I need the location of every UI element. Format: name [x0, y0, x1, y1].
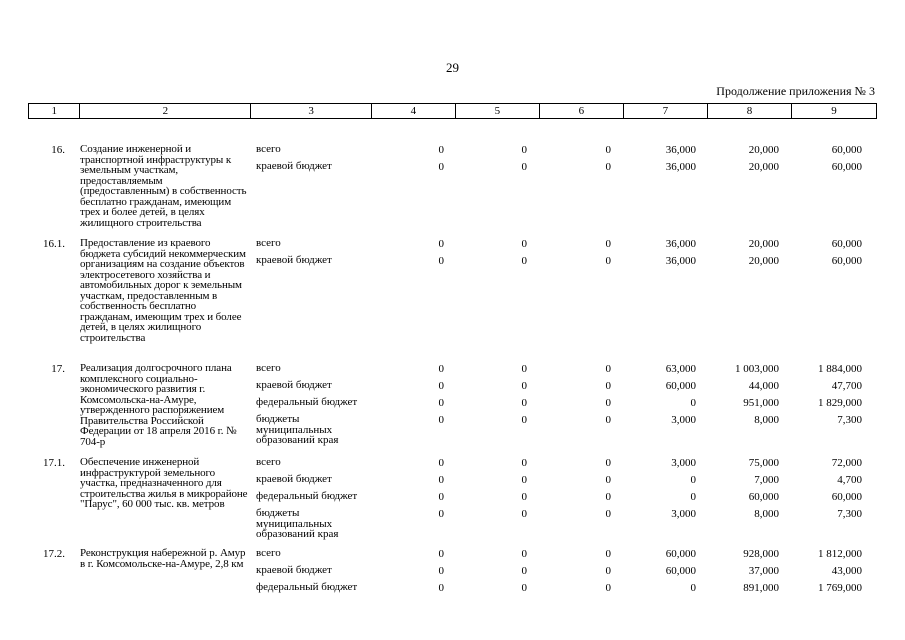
funding-line: [256, 361, 871, 378]
value-col9: 60,000: [831, 255, 862, 267]
funding-source: всего: [256, 456, 281, 468]
value-col8: 8,000: [754, 508, 779, 520]
column-number-header: [28, 103, 877, 119]
value-col9: 72,000: [831, 457, 862, 469]
funding-line: [256, 455, 871, 472]
value-col8: 20,000: [748, 255, 779, 267]
value-col9: 47,700: [831, 380, 862, 392]
row-number: 17.2.: [43, 548, 65, 560]
value-col5: 0: [521, 161, 527, 173]
value-col8: 75,000: [748, 457, 779, 469]
value-col8: 7,000: [754, 474, 779, 486]
page-number: 29: [446, 60, 459, 75]
value-col9: 7,300: [837, 414, 862, 426]
value-col4: 0: [438, 363, 444, 375]
value-col6: 0: [605, 548, 611, 560]
value-col4: 0: [438, 474, 444, 486]
funding-line: [256, 412, 871, 446]
funding-source: федеральный бюджет: [256, 581, 358, 593]
value-col8: 20,000: [748, 144, 779, 156]
value-col5: 0: [521, 582, 527, 594]
value-col7: 60,000: [665, 565, 696, 577]
value-col8: 20,000: [748, 238, 779, 250]
funding-source: бюджеты муниципальных образований края: [256, 507, 339, 540]
value-col5: 0: [521, 457, 527, 469]
value-col7: 60,000: [665, 380, 696, 392]
value-col7: 36,000: [665, 255, 696, 267]
value-col7: 0: [690, 582, 696, 594]
funding-line: [256, 546, 871, 563]
value-col6: 0: [605, 363, 611, 375]
value-col7: 0: [690, 474, 696, 486]
value-col7: 36,000: [665, 238, 696, 250]
value-col5: 0: [521, 238, 527, 250]
value-col5: 0: [521, 548, 527, 560]
funding-source: всего: [256, 237, 281, 249]
funding-line: [256, 159, 871, 176]
value-col4: 0: [438, 565, 444, 577]
header-cell: 7: [623, 104, 707, 119]
value-col8: 60,000: [748, 491, 779, 503]
value-col5: 0: [521, 474, 527, 486]
value-col6: 0: [605, 457, 611, 469]
value-col4: 0: [438, 582, 444, 594]
value-col7: 63,000: [665, 363, 696, 375]
value-col7: 3,000: [671, 508, 696, 520]
value-col6: 0: [605, 380, 611, 392]
value-col8: 1 003,000: [735, 363, 779, 375]
value-col5: 0: [521, 491, 527, 503]
funding-source: всего: [256, 547, 281, 559]
value-col4: 0: [438, 457, 444, 469]
table-row: [28, 361, 877, 455]
header-cell: 5: [455, 104, 539, 119]
funding-line: [256, 142, 871, 159]
funding-source: краевой бюджет: [256, 379, 332, 391]
value-col5: 0: [521, 255, 527, 267]
value-col4: 0: [438, 238, 444, 250]
value-col6: 0: [605, 474, 611, 486]
value-col9: 43,000: [831, 565, 862, 577]
row-description: Обеспечение инженерной инфраструктурой земельного участка, предназначенного для строительства жилья в микрорайоне "Парус", 60 000 тыс. кв. метров: [80, 456, 248, 510]
value-col4: 0: [438, 144, 444, 156]
value-col9: 1 829,000: [818, 397, 862, 409]
value-col6: 0: [605, 238, 611, 250]
value-col4: 0: [438, 161, 444, 173]
row-description: Создание инженерной и транспортной инфраструктуры к земельным участкам, предоставляемым (предоставленным) в собственность бесплатно гражданам, имеющим трех и более детей, в целях жилищного строительства: [80, 143, 247, 229]
value-col4: 0: [438, 414, 444, 426]
value-col6: 0: [605, 397, 611, 409]
value-col4: 0: [438, 508, 444, 520]
funding-source: федеральный бюджет: [256, 490, 358, 502]
row-number: 16.1.: [43, 238, 65, 250]
value-col5: 0: [521, 363, 527, 375]
header-cell: 6: [539, 104, 623, 119]
value-col4: 0: [438, 380, 444, 392]
funding-source: всего: [256, 143, 281, 155]
header-cell: 3: [251, 104, 372, 119]
row-description: Реализация долгосрочного плана комплексного социально-экономического развития г. Комсомольска-на-Амуре, утвержденного распоряжением Правительства Российской Федерации от 18 апреля 2016 г. № 704-р: [80, 362, 237, 448]
value-col9: 1 884,000: [818, 363, 862, 375]
funding-line: [256, 378, 871, 395]
value-col8: 37,000: [748, 565, 779, 577]
funding-source: краевой бюджет: [256, 564, 332, 576]
value-col9: 60,000: [831, 144, 862, 156]
value-col9: 1 769,000: [818, 582, 862, 594]
value-col8: 44,000: [748, 380, 779, 392]
row-description: Реконструкция набережной р. Амур в г. Комсомольске-на-Амуре, 2,8 км: [80, 547, 246, 570]
value-col6: 0: [605, 414, 611, 426]
funding-source: краевой бюджет: [256, 160, 332, 172]
value-col4: 0: [438, 548, 444, 560]
table-row: [28, 455, 877, 546]
value-col5: 0: [521, 144, 527, 156]
value-col9: 60,000: [831, 491, 862, 503]
row-number: 17.1.: [43, 457, 65, 469]
table-row: [28, 546, 877, 598]
value-col7: 60,000: [665, 548, 696, 560]
value-col6: 0: [605, 491, 611, 503]
value-col9: 60,000: [831, 161, 862, 173]
value-col8: 8,000: [754, 414, 779, 426]
header-cell: 1: [29, 104, 80, 119]
row-number: 17.: [51, 363, 65, 375]
value-col8: 928,000: [743, 548, 779, 560]
funding-source: бюджеты муниципальных образований края: [256, 413, 339, 446]
value-col9: 60,000: [831, 238, 862, 250]
funding-source: всего: [256, 362, 281, 374]
value-col5: 0: [521, 565, 527, 577]
value-col6: 0: [605, 255, 611, 267]
row-description: Предоставление из краевого бюджета субсидий некоммерческим организациям на создание объектов электросетевого хозяйства и автомобильных дорог к земельным участкам, предоставленным в собственность бесплатно гражданам, имеющим трех и более детей, в целях жилищного строительства: [80, 237, 246, 344]
continuation-label: Продолжение приложения № 3: [716, 84, 875, 98]
value-col6: 0: [605, 508, 611, 520]
header-cell: 2: [80, 104, 251, 119]
funding-line: [256, 563, 871, 580]
value-col7: 0: [690, 491, 696, 503]
value-col6: 0: [605, 161, 611, 173]
table-row: [28, 142, 877, 236]
funding-source: краевой бюджет: [256, 254, 332, 266]
value-col7: 3,000: [671, 457, 696, 469]
value-col5: 0: [521, 414, 527, 426]
table-body: [28, 142, 877, 598]
funding-line: [256, 395, 871, 412]
value-col8: 891,000: [743, 582, 779, 594]
funding-line: [256, 236, 871, 253]
value-col5: 0: [521, 380, 527, 392]
value-col5: 0: [521, 397, 527, 409]
header-cell: 9: [791, 104, 876, 119]
value-col7: 36,000: [665, 144, 696, 156]
value-col6: 0: [605, 144, 611, 156]
value-col8: 951,000: [743, 397, 779, 409]
value-col5: 0: [521, 508, 527, 520]
value-col9: 7,300: [837, 508, 862, 520]
table-row: [28, 236, 877, 361]
value-col7: 0: [690, 397, 696, 409]
header-cell: 4: [371, 104, 455, 119]
funding-line: [256, 506, 871, 540]
header-cell: 8: [707, 104, 791, 119]
funding-line: [256, 253, 871, 270]
value-col6: 0: [605, 582, 611, 594]
value-col8: 20,000: [748, 161, 779, 173]
value-col4: 0: [438, 397, 444, 409]
funding-source: краевой бюджет: [256, 473, 332, 485]
funding-line: [256, 472, 871, 489]
value-col7: 3,000: [671, 414, 696, 426]
funding-source: федеральный бюджет: [256, 396, 358, 408]
value-col4: 0: [438, 255, 444, 267]
funding-line: [256, 489, 871, 506]
value-col6: 0: [605, 565, 611, 577]
value-col4: 0: [438, 491, 444, 503]
value-col7: 36,000: [665, 161, 696, 173]
value-col9: 4,700: [837, 474, 862, 486]
value-col9: 1 812,000: [818, 548, 862, 560]
funding-line: [256, 580, 871, 597]
row-number: 16.: [51, 144, 65, 156]
